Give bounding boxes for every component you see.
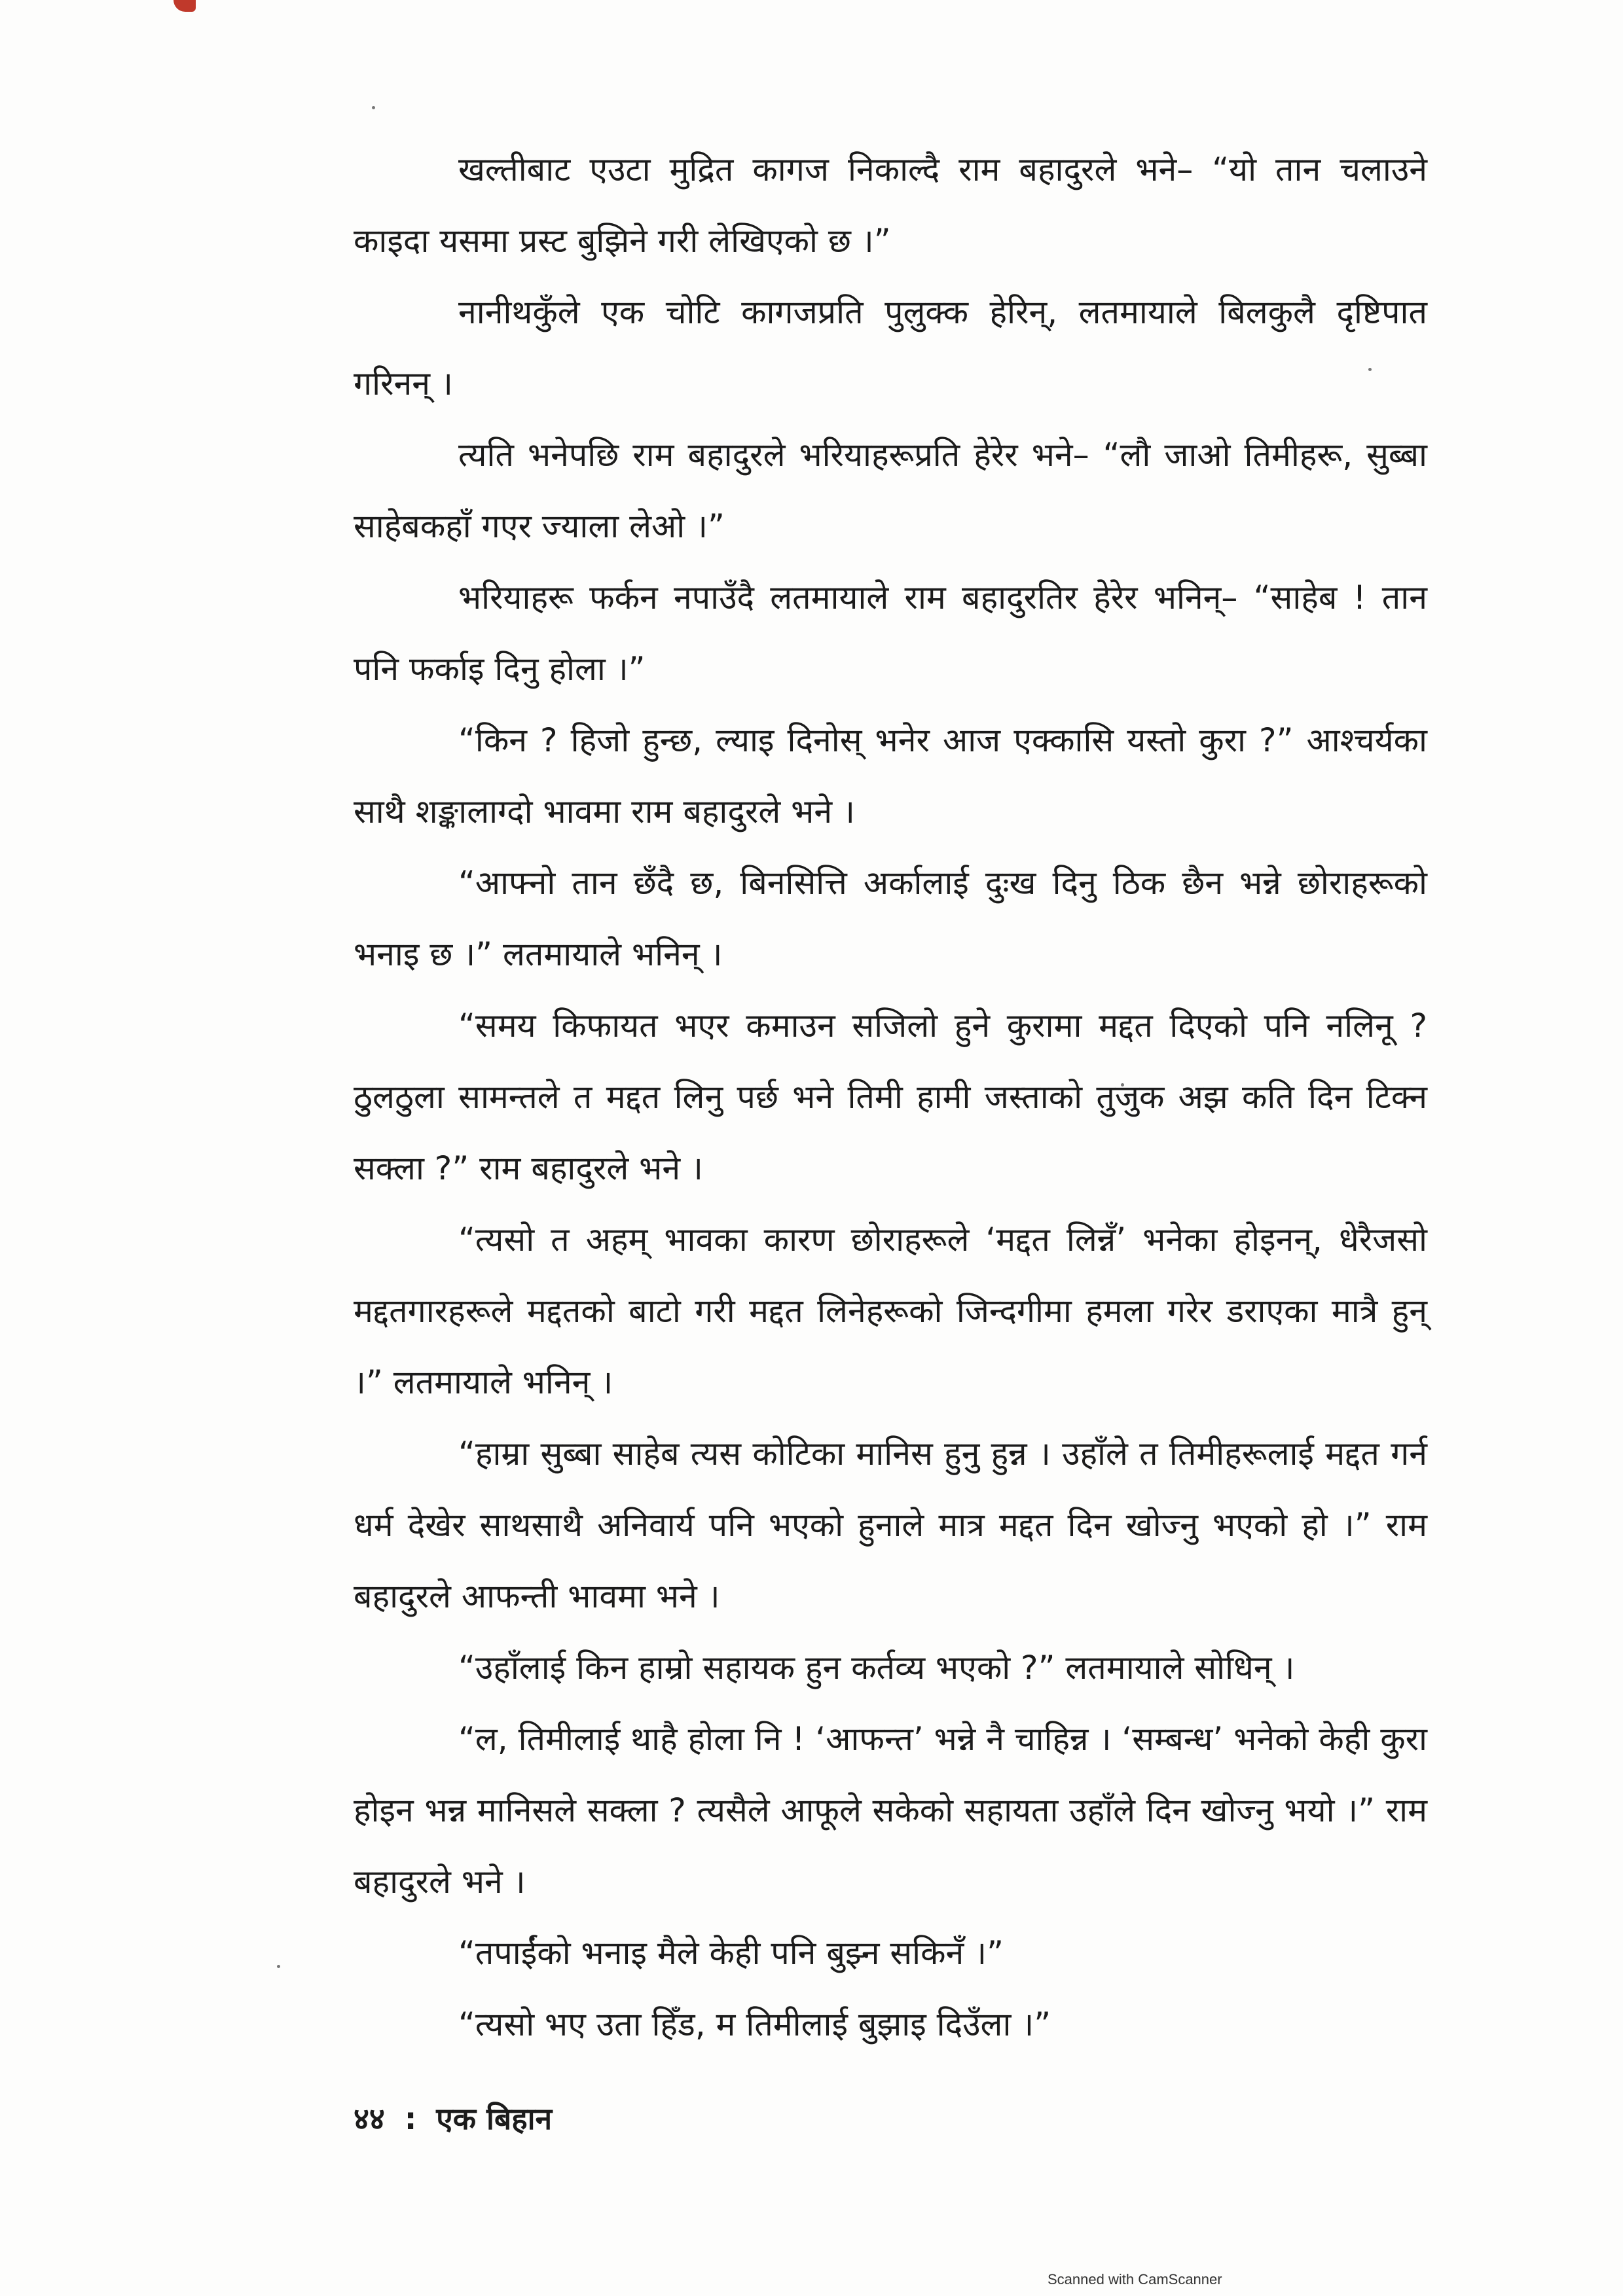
page-number: ४४ <box>354 2101 385 2136</box>
footer-separator: : <box>404 2101 417 2136</box>
paragraph: “तपाईंको भनाइ मैले केही पनि बुझ्न सकिनँ ।” <box>458 1934 1004 1972</box>
scan-speck <box>372 106 375 109</box>
paragraph: “ल, तिमीलाई थाहै होला नि ! ‘आफन्त’ भन्ने नै चाहिन्न । ‘सम्बन्ध’ भनेको केही कुरा होइन भन्न मानिसले सक्ला ? त्यसैले आफूले सकेको सहायता उहाँले दिन खोज्नु भयो ।” राम बहादुरले भने । <box>354 1720 1427 1901</box>
page-footer <box>354 2098 552 2138</box>
body-text <box>354 134 1427 2060</box>
paragraph: “हाम्रा सुब्बा साहेब त्यस कोटिका मानिस हुनु हुन्न । उहाँले त तिमीहरूलाई मद्दत गर्न धर्म देखेर साथसाथै अनिवार्य पनि भएको हुनाले मात्र मद्दत दिन खोज्नु भएको हो ।” राम बहादुरले आफन्ती भावमा भने । <box>354 1435 1427 1615</box>
paragraph: “आफ्नो तान छँदै छ, बिनसित्ति अर्कालाई दुःख दिनु ठिक छैन भन्ने छोराहरूको भनाइ छ ।” लतमायाले भनिन् । <box>354 864 1427 973</box>
paragraph: “किन ? हिजो हुन्छ, ल्याइ दिनोस् भनेर आज एक्कासि यस्तो कुरा ?” आश्चर्यका साथै शङ्कालाग्दो भावमा राम बहादुरले भने । <box>354 721 1427 831</box>
scanner-watermark: Scanned with CamScanner <box>1048 2271 1222 2287</box>
red-corner-mark <box>173 0 196 12</box>
paragraph: “उहाँलाई किन हाम्रो सहायक हुन कर्तव्य भएको ?” लतमायाले सोधिन् । <box>458 1649 1295 1687</box>
paragraph: खल्तीबाट एउटा मुद्रित कागज निकाल्दै राम बहादुरले भने– “यो तान चलाउने काइदा यसमा प्रस्ट बुझिने गरी लेखिएको छ ।” <box>354 151 1427 260</box>
paragraph: नानीथकुँले एक चोटि कागजप्रति पुलुक्क हेरिन्, लतमायाले बिलकुलै दृष्टिपात गरिनन् । <box>354 293 1427 403</box>
book-title: एक बिहान <box>436 2101 553 2136</box>
paragraph: “समय किफायत भएर कमाउन सजिलो हुने कुरामा मद्दत दिएको पनि नलिनू ? ठुलठुला सामन्तले त मद्दत लिनु पर्छ भने तिमी हामी जस्ताको तुजुक अझ कति दिन टिक्न सक्ला ?” राम बहादुरले भने । <box>354 1007 1427 1187</box>
scan-speck <box>277 1965 280 1968</box>
paragraph: “त्यसो त अहम् भावका कारण छोराहरूले ‘मद्दत लिन्नँ’ भनेका होइनन्, धेरैजसो मद्दतगारहरूले मद्दतको बाटो गरी मद्दत लिनेहरूको जिन्दगीमा हमला गरेर डराएका मात्रै हुन् ।” लतमायाले भनिन् । <box>354 1221 1427 1401</box>
paragraph: “त्यसो भए उता हिँड, म तिमीलाई बुझाइ दिउँला ।” <box>458 2005 1051 2043</box>
paragraph: त्यति भनेपछि राम बहादुरले भरियाहरूप्रति हेरेर भने– “लौ जाओ तिमीहरू, सुब्बा साहेबकहाँ गएर ज्याला लेओ ।” <box>354 436 1427 545</box>
paragraph: भरियाहरू फर्कन नपाउँदै लतमायाले राम बहादुरतिर हेरेर भनिन्– “साहेब ! तान पनि फर्काइ दिनु होला ।” <box>354 579 1427 688</box>
